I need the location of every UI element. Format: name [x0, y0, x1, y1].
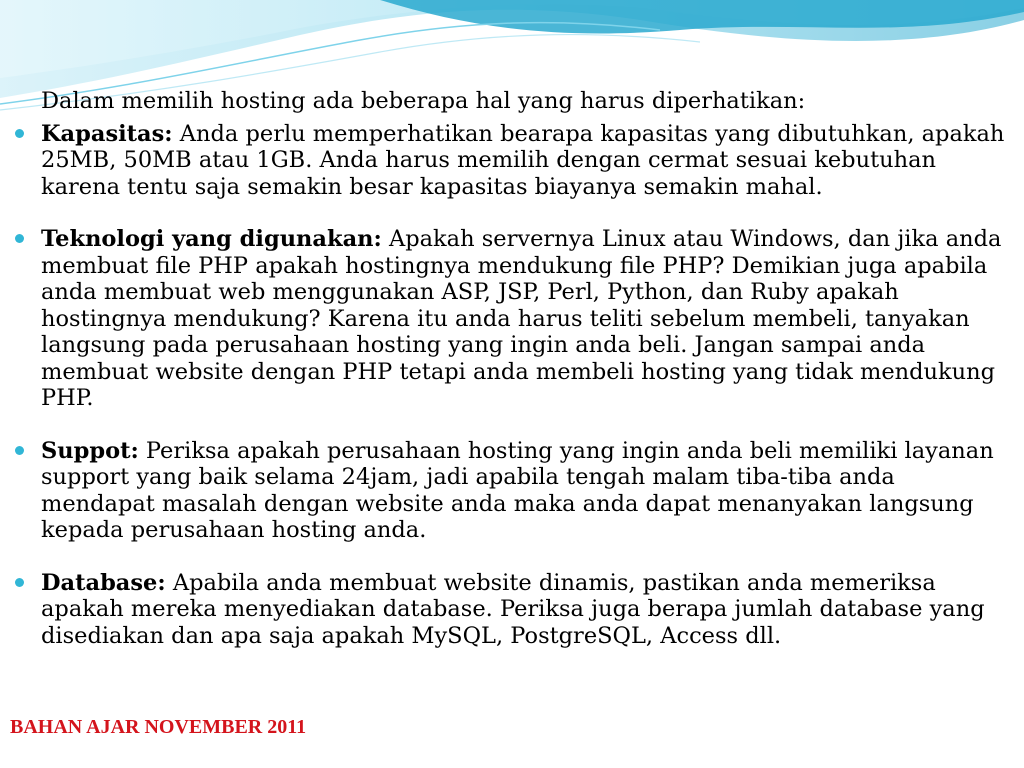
- bullet-item-kapasitas: [14, 121, 1012, 201]
- bullet-item-teknologi: [14, 226, 1012, 412]
- bullet-text: Periksa apakah perusahaan hosting yang ingin anda beli memiliki layanan support yang baik selama 24jam, jadi apabila tengah malam tiba-tiba anda mendapat masalah dengan website anda maka anda dapat menanyakan langsung kepada perusahaan hosting anda.: [41, 437, 994, 543]
- bullet-term: Database:: [41, 569, 166, 596]
- footer-label: BAHAN AJAR NOVEMBER 2011: [10, 716, 307, 738]
- bullet-text: Apabila anda membuat website dinamis, pastikan anda memeriksa apakah mereka menyediakan database. Periksa juga berapa jumlah database yang disediakan dan apa saja apakah MySQL, PostgreSQL, Access dll.: [41, 569, 985, 649]
- bullet-list: [14, 121, 1012, 650]
- bullet-dot-icon: [15, 578, 24, 587]
- intro-text: Dalam memilih hosting ada beberapa hal yang harus diperhatikan:: [41, 88, 806, 114]
- slide-content: [14, 88, 1012, 653]
- bullet-item-support: [14, 438, 1012, 544]
- bullet-term: Suppot:: [41, 437, 139, 464]
- bullet-item-database: [14, 570, 1012, 650]
- bullet-term: Kapasitas:: [41, 120, 173, 147]
- bullet-dot-icon: [15, 129, 24, 138]
- bullet-text: Anda perlu memperhatikan bearapa kapasitas yang dibutuhkan, apakah 25MB, 50MB atau 1GB. Anda harus memilih dengan cermat sesuai kebutuhan karena tentu saja semakin besar kapasitas biayanya semakin mahal.: [41, 120, 1005, 200]
- bullet-dot-icon: [15, 446, 24, 455]
- bullet-text: Apakah servernya Linux atau Windows, dan jika anda membuat file PHP apakah hostingnya mendukung file PHP? Demikian juga apabila anda membuat web menggunakan ASP, JSP, Perl, Python, dan Ruby apakah hostingnya mendukung? Karena itu anda harus teliti sebelum membeli, tanyakan langsung pada perusahaan hosting yang ingin anda beli. Jangan sampai anda membuat website dengan PHP tetapi anda membeli hosting yang tidak mendukung PHP.: [41, 226, 1002, 411]
- bullet-term: Teknologi yang digunakan:: [41, 226, 382, 252]
- bullet-dot-icon: [15, 234, 24, 243]
